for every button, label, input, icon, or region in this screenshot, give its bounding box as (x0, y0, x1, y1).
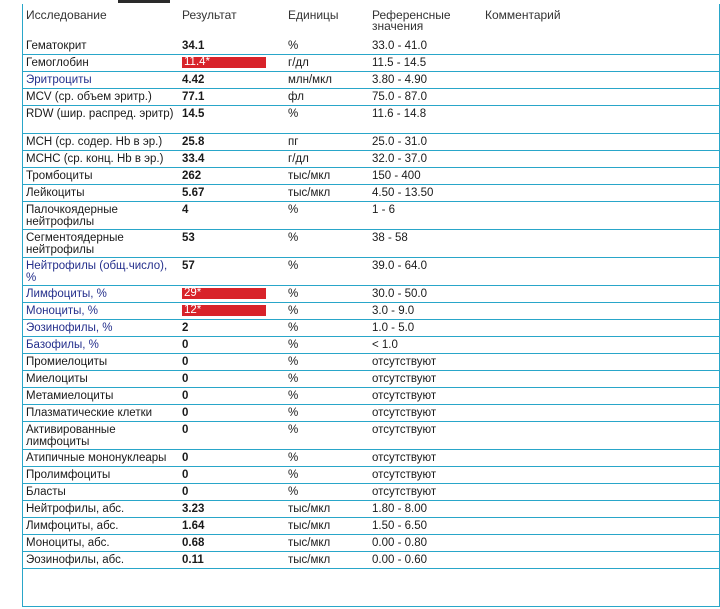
row-test-name: Метамиелоциты (26, 390, 114, 402)
row-test-name[interactable]: Нейтрофилы (общ.число), % (26, 260, 168, 284)
row-unit: % (288, 390, 299, 402)
table-row (23, 286, 719, 303)
row-reference: 150 - 400 (372, 170, 421, 182)
table-row (23, 89, 719, 106)
table-row (23, 202, 719, 230)
row-reference: 39.0 - 64.0 (372, 260, 427, 272)
row-result: 2 (182, 322, 189, 334)
row-unit: % (288, 486, 299, 498)
row-reference: 25.0 - 31.0 (372, 136, 427, 148)
row-test-name: Лейкоциты (26, 187, 85, 199)
row-test-name[interactable]: Эритроциты (26, 74, 92, 86)
row-reference: отсутствуют (372, 373, 437, 385)
row-result: 3.23 (182, 503, 205, 515)
table-row (23, 38, 719, 55)
row-unit: % (288, 339, 299, 351)
row-reference: 3.0 - 9.0 (372, 305, 415, 317)
row-reference: < 1.0 (372, 339, 398, 351)
row-test-name: MCV (ср. объем эритр.) (26, 91, 152, 103)
row-test-name: RDW (шир. распред. эритр) (26, 108, 174, 120)
row-result: 262 (182, 170, 202, 182)
row-test-name: Моноциты, абс. (26, 537, 110, 549)
row-test-name: Тромбоциты (26, 170, 93, 182)
row-reference: отсутствуют (372, 424, 437, 436)
row-test-name: Промиелоциты (26, 356, 108, 368)
row-test-name[interactable]: Лимфоциты, % (26, 288, 107, 300)
row-unit: пг (288, 136, 299, 148)
row-test-name: Эозинофилы, абс. (26, 554, 125, 566)
header-test: Исследование (26, 8, 107, 22)
row-result: 0.11 (182, 554, 204, 566)
table-row (23, 422, 719, 450)
row-result: 0 (182, 356, 189, 368)
row-reference: 0.00 - 0.60 (372, 554, 427, 566)
row-test-name: Лимфоциты, абс. (26, 520, 119, 532)
row-result: 25.8 (182, 136, 205, 148)
row-test-name: Пролимфоциты (26, 469, 111, 481)
row-result: 0 (182, 486, 189, 498)
table-row (23, 134, 719, 151)
row-result: 0 (182, 424, 189, 436)
table-row (23, 388, 719, 405)
header-reference: Референсные значения (372, 8, 451, 33)
row-result: 1.64 (182, 520, 205, 532)
table-header (23, 4, 719, 36)
row-reference: 1.50 - 6.50 (372, 520, 427, 532)
row-test-name: MCHC (ср. конц. Hb в эр.) (26, 153, 164, 165)
row-unit: г/дл (288, 57, 309, 69)
header-comment: Комментарий (485, 8, 561, 22)
row-test-name: Нейтрофилы, абс. (26, 503, 125, 515)
row-reference: 32.0 - 37.0 (372, 153, 427, 165)
row-reference: 1.0 - 5.0 (372, 322, 415, 334)
row-reference: 33.0 - 41.0 (372, 40, 427, 52)
table-row (23, 354, 719, 371)
table-row (23, 450, 719, 467)
row-reference: 4.50 - 13.50 (372, 187, 434, 199)
row-reference: 11.5 - 14.5 (372, 57, 427, 69)
table-row (23, 55, 719, 72)
table-row (23, 303, 719, 320)
row-result: 12* (182, 305, 266, 316)
row-test-name[interactable]: Моноциты, % (26, 305, 99, 317)
row-unit: % (288, 305, 299, 317)
table-row (23, 72, 719, 89)
row-unit: % (288, 322, 299, 334)
row-unit: % (288, 407, 299, 419)
row-result: 4 (182, 204, 189, 216)
row-result: 0 (182, 390, 189, 402)
row-unit: % (288, 108, 299, 120)
row-reference: 1.80 - 8.00 (372, 503, 427, 515)
row-result: 0 (182, 339, 189, 351)
row-reference: отсутствуют (372, 407, 437, 419)
row-reference: 38 - 58 (372, 232, 408, 244)
cropped-title-fragment (118, 0, 170, 3)
row-test-name: MCH (ср. содер. Hb в эр.) (26, 136, 163, 148)
header-units: Единицы (288, 8, 339, 22)
row-result: 0 (182, 407, 189, 419)
table-row (23, 320, 719, 337)
table-row (23, 151, 719, 168)
row-unit: % (288, 452, 299, 464)
row-unit: тыс/мкл (288, 554, 331, 566)
row-unit: тыс/мкл (288, 187, 331, 199)
table-row (23, 552, 719, 569)
row-test-name: Палочкоядерные нейтрофилы (26, 204, 118, 228)
table-row (23, 535, 719, 552)
table-row (23, 185, 719, 202)
table-row (23, 230, 719, 258)
row-result: 5.67 (182, 187, 205, 199)
table-row (23, 484, 719, 501)
row-result: 57 (182, 260, 195, 272)
row-result: 11.4* (182, 57, 266, 68)
row-result: 33.4 (182, 153, 205, 165)
row-unit: % (288, 356, 299, 368)
row-unit: млн/мкл (288, 74, 332, 86)
row-reference: отсутствуют (372, 356, 437, 368)
table-row (23, 501, 719, 518)
table-row (23, 467, 719, 484)
row-unit: % (288, 40, 299, 52)
row-reference: 75.0 - 87.0 (372, 91, 427, 103)
row-reference: отсутствуют (372, 486, 437, 498)
row-result: 14.5 (182, 108, 205, 120)
row-reference: 1 - 6 (372, 204, 396, 216)
table-body (23, 38, 719, 569)
row-result: 53 (182, 232, 195, 244)
row-test-name: Сегментоядерные нейтрофилы (26, 232, 124, 256)
row-reference: 30.0 - 50.0 (372, 288, 427, 300)
row-unit: фл (288, 91, 304, 103)
row-unit: % (288, 469, 299, 481)
row-result: 77.1 (182, 91, 205, 103)
row-test-name[interactable]: Базофилы, % (26, 339, 99, 351)
row-result: 0 (182, 469, 189, 481)
row-test-name: Плазматические клетки (26, 407, 153, 419)
row-result: 0.68 (182, 537, 205, 549)
row-unit: % (288, 288, 299, 300)
row-test-name: Активированные лимфоциты (26, 424, 116, 448)
table-row (23, 258, 719, 286)
row-test-name: Миелоциты (26, 373, 88, 385)
row-test-name[interactable]: Эозинофилы, % (26, 322, 113, 334)
table-row (23, 405, 719, 422)
row-result: 4.42 (182, 74, 205, 86)
row-result: 29* (182, 288, 266, 299)
row-unit: % (288, 204, 299, 216)
table-row (23, 337, 719, 354)
table-row (23, 106, 719, 134)
row-unit: % (288, 373, 299, 385)
row-reference: 11.6 - 14.8 (372, 108, 427, 120)
row-unit: тыс/мкл (288, 537, 331, 549)
table-row (23, 168, 719, 185)
row-result: 34.1 (182, 40, 205, 52)
row-unit: тыс/мкл (288, 520, 331, 532)
row-reference: 0.00 - 0.80 (372, 537, 427, 549)
row-reference: отсутствуют (372, 452, 437, 464)
row-reference: отсутствуют (372, 390, 437, 402)
row-unit: тыс/мкл (288, 170, 331, 182)
row-result: 0 (182, 373, 189, 385)
row-test-name: Гематокрит (26, 40, 87, 52)
row-unit: тыс/мкл (288, 503, 331, 515)
row-result: 0 (182, 452, 189, 464)
row-reference: 3.80 - 4.90 (372, 74, 427, 86)
row-unit: % (288, 424, 299, 436)
row-test-name: Бласты (26, 486, 66, 498)
table-row (23, 518, 719, 535)
results-table (22, 4, 720, 607)
header-result: Результат (182, 8, 237, 22)
row-unit: г/дл (288, 153, 309, 165)
table-row (23, 371, 719, 388)
row-test-name: Гемоглобин (26, 57, 89, 69)
row-reference: отсутствуют (372, 469, 437, 481)
row-unit: % (288, 260, 299, 272)
row-test-name: Атипичные мононуклеары (26, 452, 167, 464)
row-unit: % (288, 232, 299, 244)
